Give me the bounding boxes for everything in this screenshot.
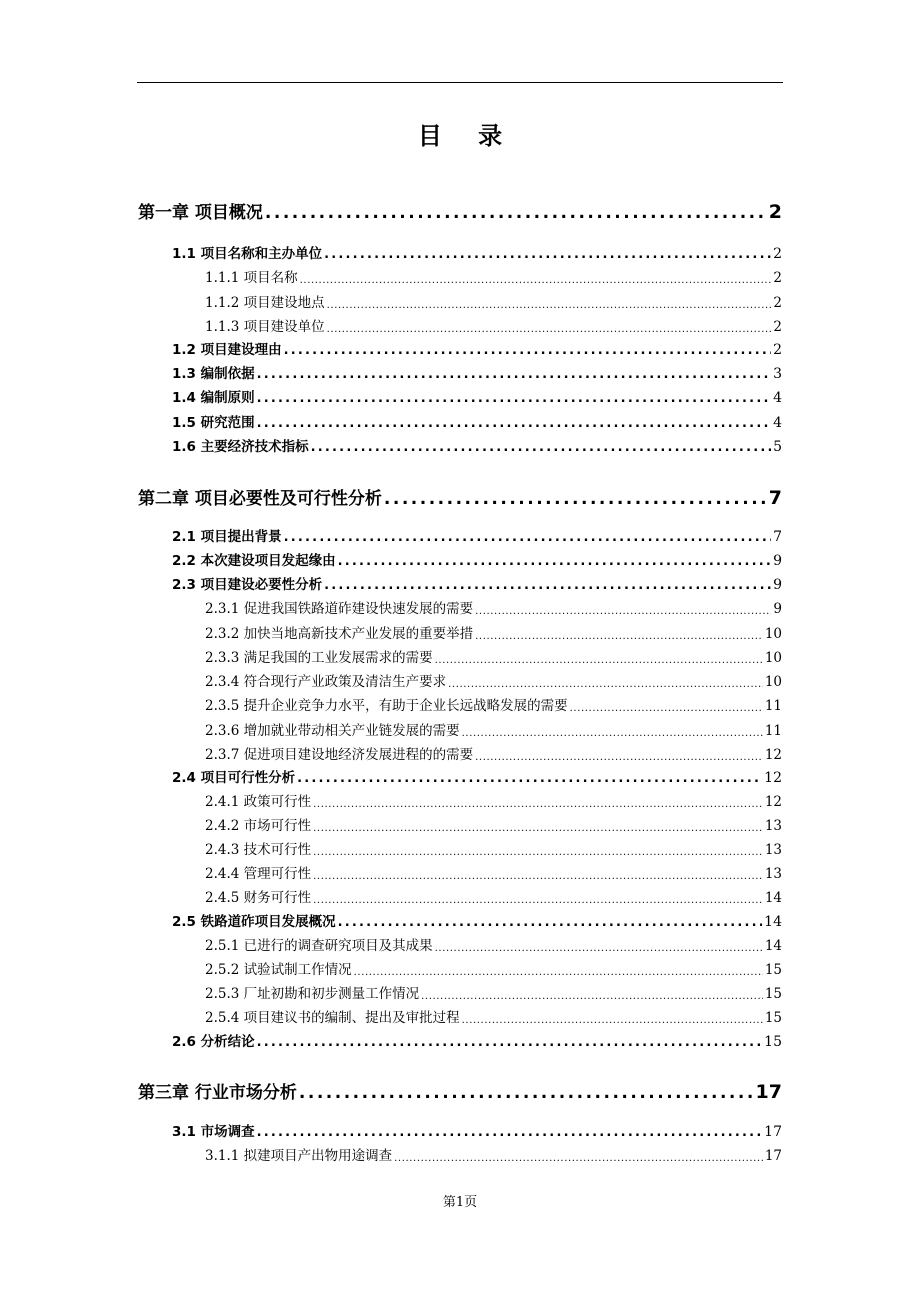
toc-entry-sub[interactable] [205,642,782,666]
toc-entry-sub[interactable] [205,1002,782,1026]
toc-entry-page-number: 15 [764,986,782,1002]
toc-entry-label: 2.4.2 市场可行性 [205,818,312,834]
toc-entry-page-number: 11 [764,723,782,739]
dot-leader [448,679,763,690]
dot-leader [313,823,763,834]
toc-entry-page-number: 4 [773,415,782,431]
toc-entry-label: 2.3.6 增加就业带动相关产业链发展的需要 [205,723,460,739]
dot-leader [338,554,771,569]
toc-entry-section[interactable] [172,1116,782,1140]
toc-entry-label: 2.3.3 满足我国的工业发展需求的需要 [205,650,433,666]
toc-entry-label: 2.6 分析结论 [172,1034,255,1050]
dot-leader [300,275,772,286]
dot-leader [475,606,771,617]
toc-entry-label: 2.5.1 已进行的调查研究项目及其成果 [205,938,433,954]
toc-entry-chapter[interactable] [138,195,782,223]
toc-entry-label: 1.2 项目建设理由 [172,342,282,358]
toc-entry-label: 2.4.4 管理可行性 [205,866,312,882]
toc-entry-page-number: 10 [764,674,782,690]
toc-entry-label: 1.3 编制依据 [172,366,255,382]
toc-entry-section[interactable] [172,1026,782,1050]
toc-entry-page-number: 7 [768,487,782,509]
toc-entry-section[interactable] [172,431,782,455]
toc-entry-sub[interactable] [205,311,782,335]
toc-entry-page-number: 12 [764,770,782,786]
toc-entry-page-number: 12 [764,794,782,810]
toc-entry-sub[interactable] [205,786,782,810]
toc-entry-sub[interactable] [205,810,782,834]
toc-entry-sub[interactable] [205,954,782,978]
toc-entry-label: 1.1.2 项目建设地点 [205,295,325,311]
toc-entry-label: 第一章 项目概况 [138,203,263,223]
toc-entry-sub[interactable] [205,593,782,617]
dot-leader [257,367,771,382]
toc-entry-page-number: 10 [764,626,782,642]
toc-entry-label: 2.5 铁路道砟项目发展概况 [172,914,336,930]
dot-leader [265,203,767,223]
toc-entry-section[interactable] [172,238,782,262]
toc-entry-label: 2.3.7 促进项目建设地经济发展进程的的需要 [205,747,474,763]
toc-entry-page-number: 13 [764,818,782,834]
dot-leader [297,771,762,786]
toc-entry-label: 1.4 编制原则 [172,390,255,406]
toc-entry-sub[interactable] [205,618,782,642]
toc-entry-section[interactable] [172,569,782,593]
toc-entry-label: 2.5.4 项目建议书的编制、提出及审批过程 [205,1010,460,1026]
page-footer: 第1页 [442,1195,478,1210]
dot-leader [462,728,763,739]
toc-entry-sub[interactable] [205,1140,782,1164]
dot-leader [570,703,763,714]
toc-entry-chapter[interactable] [138,1075,782,1103]
dot-leader [313,895,763,906]
dot-leader [324,578,771,593]
dot-leader [284,343,771,358]
toc-entry-label: 1.6 主要经济技术指标 [172,439,309,455]
toc-entry-label: 2.3.5 提升企业竞争力水平，有助于企业长远战略发展的需要 [205,698,568,714]
toc-entry-page-number: 2 [768,201,782,223]
toc-entry-section[interactable] [172,382,782,406]
toc-entry-label: 2.3.2 加快当地高新技术产业发展的重要举措 [205,626,474,642]
toc-entry-page-number: 13 [764,866,782,882]
toc-entry-page-number: 13 [764,842,782,858]
toc-entry-chapter[interactable] [138,481,782,509]
dot-leader [435,943,763,954]
toc-entry-label: 第三章 行业市场分析 [138,1083,297,1103]
toc-entry-sub[interactable] [205,262,782,286]
toc-entry-sub[interactable] [205,715,782,739]
dot-leader [384,489,767,509]
toc-entry-label: 2.5.2 试验试制工作情况 [205,962,352,978]
toc-entry-sub[interactable] [205,666,782,690]
toc-entry-sub[interactable] [205,287,782,311]
toc-entry-page-number: 3 [773,366,782,382]
dot-leader [299,1083,754,1103]
toc-entry-label: 1.1 项目名称和主办单位 [172,246,323,262]
toc-entry-page-number: 15 [764,1010,782,1026]
toc-entry-page-number: 17 [755,1081,782,1103]
toc-entry-page-number: 9 [773,577,782,593]
toc-entry-section[interactable] [172,334,782,358]
toc-title: 目 录 [417,122,517,150]
dot-leader [257,391,771,406]
dot-leader [311,440,771,455]
toc-entry-sub[interactable] [205,930,782,954]
toc-entry-label: 3.1.1 拟建项目产出物用途调查 [205,1148,393,1164]
toc-entry-label: 2.3 项目建设必要性分析 [172,577,323,593]
dot-leader [338,915,763,930]
toc-entry-label: 1.1.1 项目名称 [205,270,298,286]
toc-entry-label: 2.4.3 技术可行性 [205,842,312,858]
dot-leader [257,1125,763,1140]
toc-entry-page-number: 9 [773,601,782,617]
toc-entry-sub[interactable] [205,739,782,763]
toc-entry-page-number: 7 [773,529,782,545]
toc-entry-page-number: 2 [773,246,782,262]
toc-entry-label: 2.3.1 促进我国铁路道砟建设快速发展的需要 [205,601,474,617]
toc-entry-page-number: 2 [773,319,782,335]
toc-entry-label: 2.1 项目提出背景 [172,529,282,545]
toc-entry-page-number: 17 [764,1148,782,1164]
toc-entry-label: 2.4.5 财务可行性 [205,890,312,906]
dot-leader [324,247,771,262]
toc-entry-sub[interactable] [205,882,782,906]
toc-entry-section[interactable] [172,762,782,786]
toc-entry-page-number: 2 [773,270,782,286]
toc-entry-page-number: 14 [764,890,782,906]
toc-entry-section[interactable] [172,545,782,569]
toc-entry-section[interactable] [172,407,782,431]
toc-entry-page-number: 2 [773,295,782,311]
toc-entry-label: 2.2 本次建设项目发起缘由 [172,553,336,569]
toc-entry-sub[interactable] [205,978,782,1002]
dot-leader [284,530,771,545]
toc-entry-section[interactable] [172,358,782,382]
toc-entry-page-number: 15 [764,962,782,978]
toc-entry-label: 2.5.3 厂址初勘和初步测量工作情况 [205,986,420,1002]
toc-entry-label: 1.1.3 项目建设单位 [205,319,325,335]
dot-leader [257,416,771,431]
toc-entry-page-number: 4 [773,390,782,406]
toc-entry-page-number: 17 [764,1124,782,1140]
toc-entry-section[interactable] [172,521,782,545]
dot-leader [394,1153,763,1164]
dot-leader [475,631,763,642]
dot-leader [257,1035,763,1050]
toc-entry-page-number: 14 [764,938,782,954]
dot-leader [313,799,763,810]
toc-entry-page-number: 2 [773,342,782,358]
toc-entry-page-number: 14 [764,914,782,930]
toc-entry-page-number: 12 [764,747,782,763]
toc-entry-sub[interactable] [205,690,782,714]
dot-leader [354,967,763,978]
dot-leader [435,655,763,666]
dot-leader [313,871,763,882]
toc-entry-section[interactable] [172,906,782,930]
dot-leader [313,847,763,858]
toc-entry-label: 1.5 研究范围 [172,415,255,431]
dot-leader [327,300,772,311]
toc-entry-label: 3.1 市场调查 [172,1124,255,1140]
toc-entry-page-number: 5 [773,439,782,455]
toc-entry-page-number: 9 [773,553,782,569]
toc-entry-label: 第二章 项目必要性及可行性分析 [138,489,382,509]
toc-entry-page-number: 10 [764,650,782,666]
toc-entry-label: 2.3.4 符合现行产业政策及清洁生产要求 [205,674,447,690]
toc-entry-sub[interactable] [205,834,782,858]
toc-entry-label: 2.4 项目可行性分析 [172,770,296,786]
toc-entry-page-number: 11 [764,698,782,714]
dot-leader [421,991,763,1002]
toc-entry-page-number: 15 [764,1034,782,1050]
toc-entry-label: 2.4.1 政策可行性 [205,794,312,810]
dot-leader [462,1015,763,1026]
toc-entry-sub[interactable] [205,858,782,882]
